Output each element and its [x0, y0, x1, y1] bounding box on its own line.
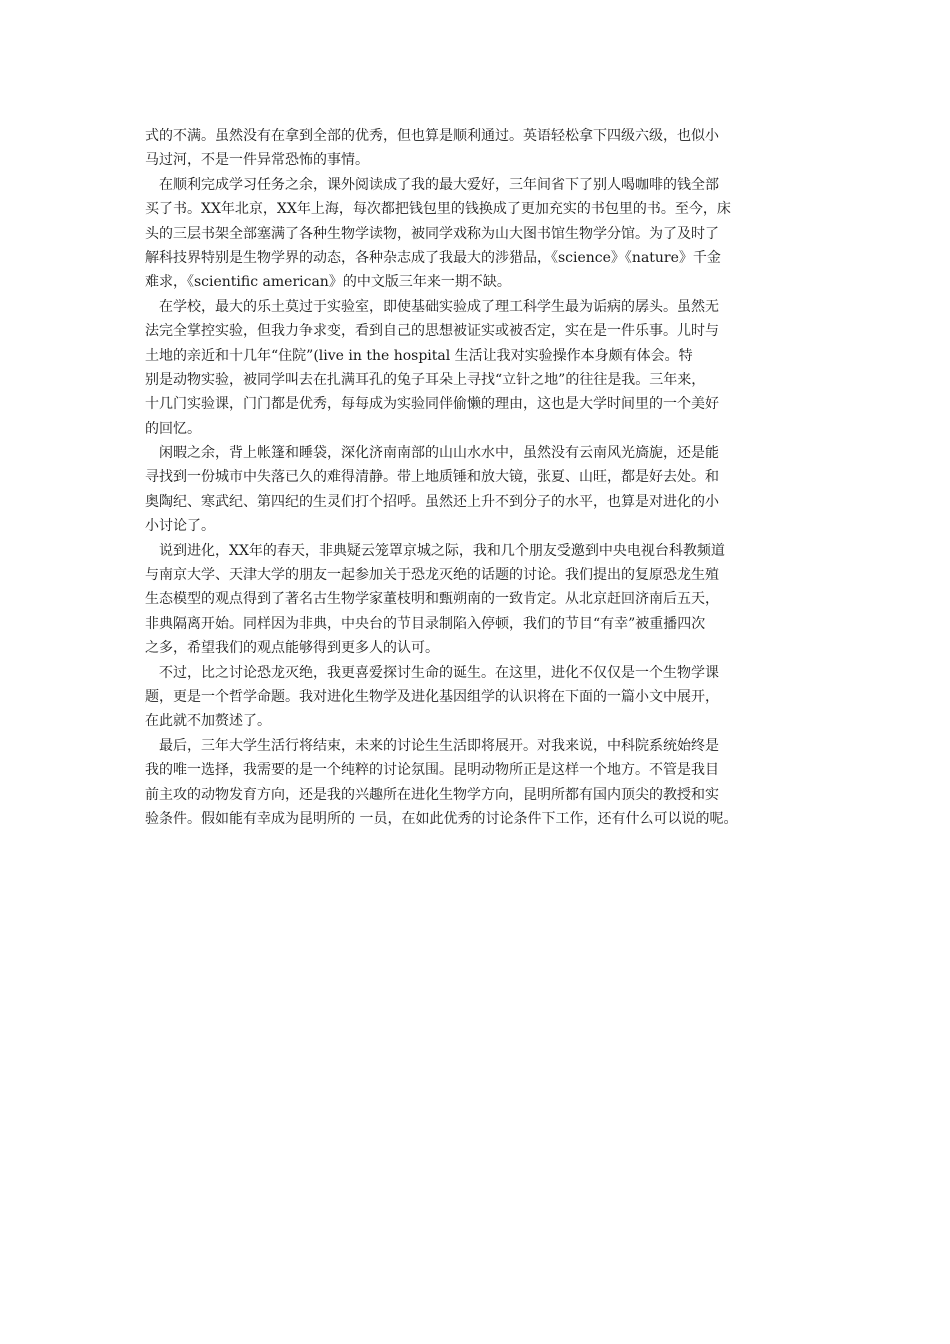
text-line: 奥陶纪、寒武纪、第四纪的生灵们打个招呼。虽然还上升不到分子的水平，也算是对进化的小 [145, 493, 719, 510]
text-line: 难求，《scientific american》的中文版三年来一期不缺。 [145, 274, 511, 291]
text-line: 土地的亲近和十几年“住院”(live in the hospital 生活让我对实验操作本身颇有体会。特 [145, 347, 693, 364]
text-line: 头的三层书架全部塞满了各种生物学读物，被同学戏称为山大图书馆生物学分馆。为了及时了 [145, 225, 719, 242]
text-line: 最后，三年大学生活行将结束，未来的讨论生生活即将展开。对我来说，中科院系统始终是 [159, 737, 719, 754]
text-line: 小讨论了。 [145, 518, 215, 535]
text-line: 题，更是一个哲学命题。我对进化生物学及进化基因组学的认识将在下面的一篇小文中展开， [145, 688, 719, 705]
body-text [145, 124, 825, 831]
text-line: 解科技界特别是生物学界的动态，各种杂志成了我最大的涉猎品，《science》《nature》千金 [145, 249, 721, 266]
text-line: 在顺利完成学习任务之余，课外阅读成了我的最大爱好，三年间省下了别人喝咖啡的钱全部 [159, 176, 719, 193]
text-line: 闲暇之余，背上帐篷和睡袋，深化济南南部的山山水水中，虽然没有云南风光旖旎，还是能 [159, 445, 719, 462]
text-line: 验条件。假如能有幸成为昆明所的 一员，在如此优秀的讨论条件下工作，还有什么可以说的呢。 [145, 810, 738, 827]
text-line: 马过河，不是一件异常恐怖的事情。 [145, 152, 369, 169]
text-line: 我的唯一选择，我需要的是一个纯粹的讨论氛围。昆明动物所正是这样一个地方。不管是我目 [145, 762, 719, 779]
text-line: 十几门实验课，门门都是优秀，每每成为实验同伴偷懒的理由，这也是大学时间里的一个美好 [145, 396, 719, 413]
text-line: 前主攻的动物发育方向，还是我的兴趣所在进化生物学方向，昆明所都有国内顶尖的教授和实 [145, 786, 719, 803]
text-line: 非典隔离开始。同样因为非典，中央台的节目录制陷入停顿，我们的节目“有幸”被重播四次 [145, 615, 706, 632]
text-line: 与南京大学、天津大学的朋友一起参加关于恐龙灭绝的话题的讨论。我们提出的复原恐龙生殖 [145, 567, 719, 584]
text-line: 的回忆。 [145, 420, 201, 437]
text-line: 生态模型的观点得到了著名古生物学家董枝明和甄朔南的一致肯定。从北京赶回济南后五天， [145, 591, 719, 608]
text-line: 不过，比之讨论恐龙灭绝，我更喜爱探讨生命的诞生。在这里，进化不仅仅是一个生物学课 [159, 664, 719, 681]
text-line: 之多，希望我们的观点能够得到更多人的认可。 [145, 640, 439, 657]
text-line: 在学校，最大的乐土莫过于实验室，即使基础实验成了理工科学生最为诟病的孱头。虽然无 [159, 298, 719, 315]
text-line: 式的不满。虽然没有在拿到全部的优秀，但也算是顺利通过。英语轻松拿下四级六级，也似小 [145, 128, 719, 144]
text-line: 买了书。XX年北京，XX年上海，每次都把钱包里的钱换成了更加充实的书包里的书。至今，床 [145, 201, 731, 218]
text-line: 别是动物实验，被同学叫去在扎满耳孔的兔子耳朵上寻找“立针之地”的往往是我。三年来， [145, 371, 706, 388]
text-line: 法完全掌控实验，但我力争求变，看到自己的思想被证实或被否定，实在是一件乐事。儿时与 [145, 323, 719, 340]
text-line: 寻找到一份城市中失落已久的难得清静。带上地质锤和放大镜，张夏、山旺，都是好去处。和 [145, 469, 719, 486]
text-line: 说到进化，XX年的春天，非典疑云笼罩京城之际，我和几个朋友受邀到中央电视台科教频道 [159, 542, 725, 559]
text-line: 在此就不加赘述了。 [145, 713, 271, 730]
